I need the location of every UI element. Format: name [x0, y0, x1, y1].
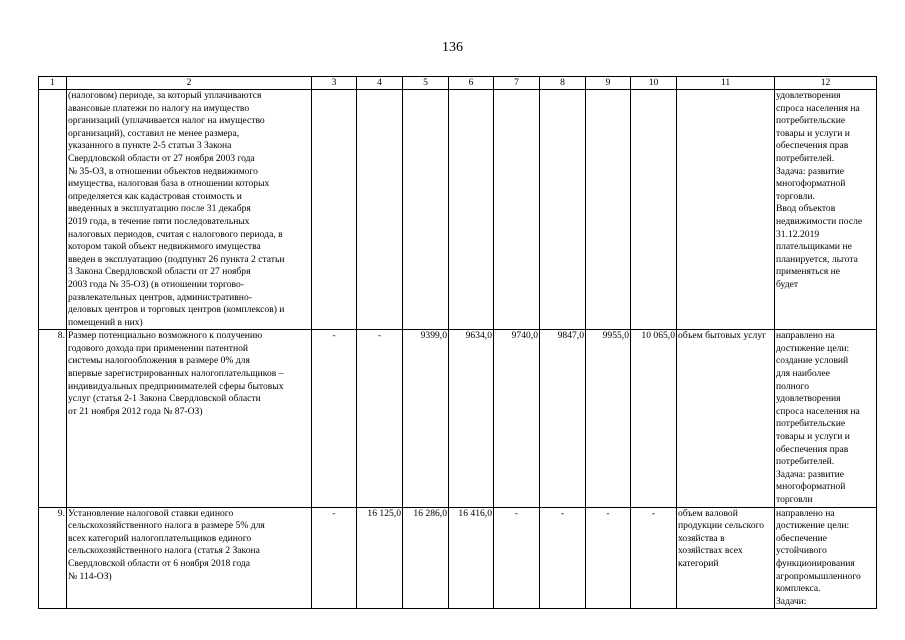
value-cell [312, 90, 357, 330]
column-header: 6 [449, 77, 494, 90]
value-cell: 9634,0 [449, 330, 494, 507]
column-header: 7 [494, 77, 540, 90]
table-row [39, 330, 877, 507]
value-cell [403, 90, 449, 330]
column-header: 4 [357, 77, 403, 90]
value-cell: 9740,0 [494, 330, 540, 507]
column-header: 1 [39, 77, 67, 90]
row-number: 8. [39, 330, 67, 507]
value-cell: 16 125,0 [357, 507, 403, 609]
column-header: 3 [312, 77, 357, 90]
value-cell [631, 90, 677, 330]
table-row [39, 507, 877, 609]
indicator-cell: объем валовой продукции сельского хозяйства в хозяйствах всех категорий [677, 507, 775, 609]
value-cell: 9847,0 [540, 330, 586, 507]
goal-cell: направлено на достижение цели: создание условий для наиболее полного удовлетворения спроса населения на потребительские товары и услуги и обеспечения прав потребителей. Задача: развитие многоформатной торговли [775, 330, 877, 507]
value-cell [357, 90, 403, 330]
page-number: 136 [442, 40, 463, 55]
row-number [39, 90, 67, 330]
value-cell: 9955,0 [586, 330, 631, 507]
benefit-description: Установление налоговой ставки единого сельскохозяйственного налога в размере 5% для всех категорий налогоплательщиков единого сельскохозяйственного налога (статья 2 Закона Свердловской области от 6 ноября 2018 года № 114-ОЗ) [67, 507, 312, 609]
value-cell: - [312, 330, 357, 507]
value-cell: - [494, 507, 540, 609]
tax-benefits-table [38, 76, 877, 609]
goal-cell: удовлетворения спроса населения на потребительские товары и услуги и обеспечения прав потребителей. Задача: развитие многоформатной торговли. Ввод объектов недвижимости после 31.12.2019 плательщиками не планируется, льгота применяться не будет [775, 90, 877, 330]
column-header: 5 [403, 77, 449, 90]
column-header: 8 [540, 77, 586, 90]
value-cell [540, 90, 586, 330]
value-cell [586, 90, 631, 330]
value-cell [494, 90, 540, 330]
value-cell: 16 286,0 [403, 507, 449, 609]
value-cell: - [312, 507, 357, 609]
benefit-description: Размер потенциально возможного к получению годового дохода при применении патентной системы налогообложения в размере 0% для впервые зарегистрированных налогоплательщиков – индивидуальных предпринимателей сферы бытовых услуг (статья 2-1 Закона Свердловской области от 21 ноября 2012 года № 87-ОЗ) [67, 330, 312, 507]
value-cell: - [631, 507, 677, 609]
column-header: 12 [775, 77, 877, 90]
column-header: 10 [631, 77, 677, 90]
row-number: 9. [39, 507, 67, 609]
column-header: 9 [586, 77, 631, 90]
column-header: 2 [67, 77, 312, 90]
value-cell [449, 90, 494, 330]
value-cell: - [540, 507, 586, 609]
table-header-row [39, 77, 877, 90]
goal-cell: направлено на достижение цели: обеспечение устойчивого функционирования агропромышленного комплекса. Задачи: [775, 507, 877, 609]
value-cell: - [357, 330, 403, 507]
table-row [39, 90, 877, 330]
value-cell: 9399,0 [403, 330, 449, 507]
indicator-cell [677, 90, 775, 330]
value-cell: - [586, 507, 631, 609]
value-cell: 16 416,0 [449, 507, 494, 609]
value-cell: 10 065,0 [631, 330, 677, 507]
benefit-description: (налоговом) периоде, за который уплачиваются авансовые платежи по налогу на имущество организаций (уплачивается налог на имущество организаций), составил не менее размера, указанного в пункте 2-5 статьи 3 Закона Свердловской области от 27 ноября 2003 года № 35-ОЗ, в отношении объектов недвижимого имущества, налоговая база в отношении которых определяется как кадастровая стоимость и введенных в эксплуатацию после 31 декабря 2019 года, в течение пяти последовательных налоговых периодов, считая с налогового периода, в котором такой объект недвижимого имущества введен в эксплуатацию (подпункт 26 пункта 2 статьи 3 Закона Свердловской области от 27 ноября 2003 года № 35-ОЗ) (в отношении торгово- развлекательных центров, административно- деловых центров и торговых центров (комплексов) и помещений в них) [67, 90, 312, 330]
indicator-cell: объем бытовых услуг [677, 330, 775, 507]
column-header: 11 [677, 77, 775, 90]
